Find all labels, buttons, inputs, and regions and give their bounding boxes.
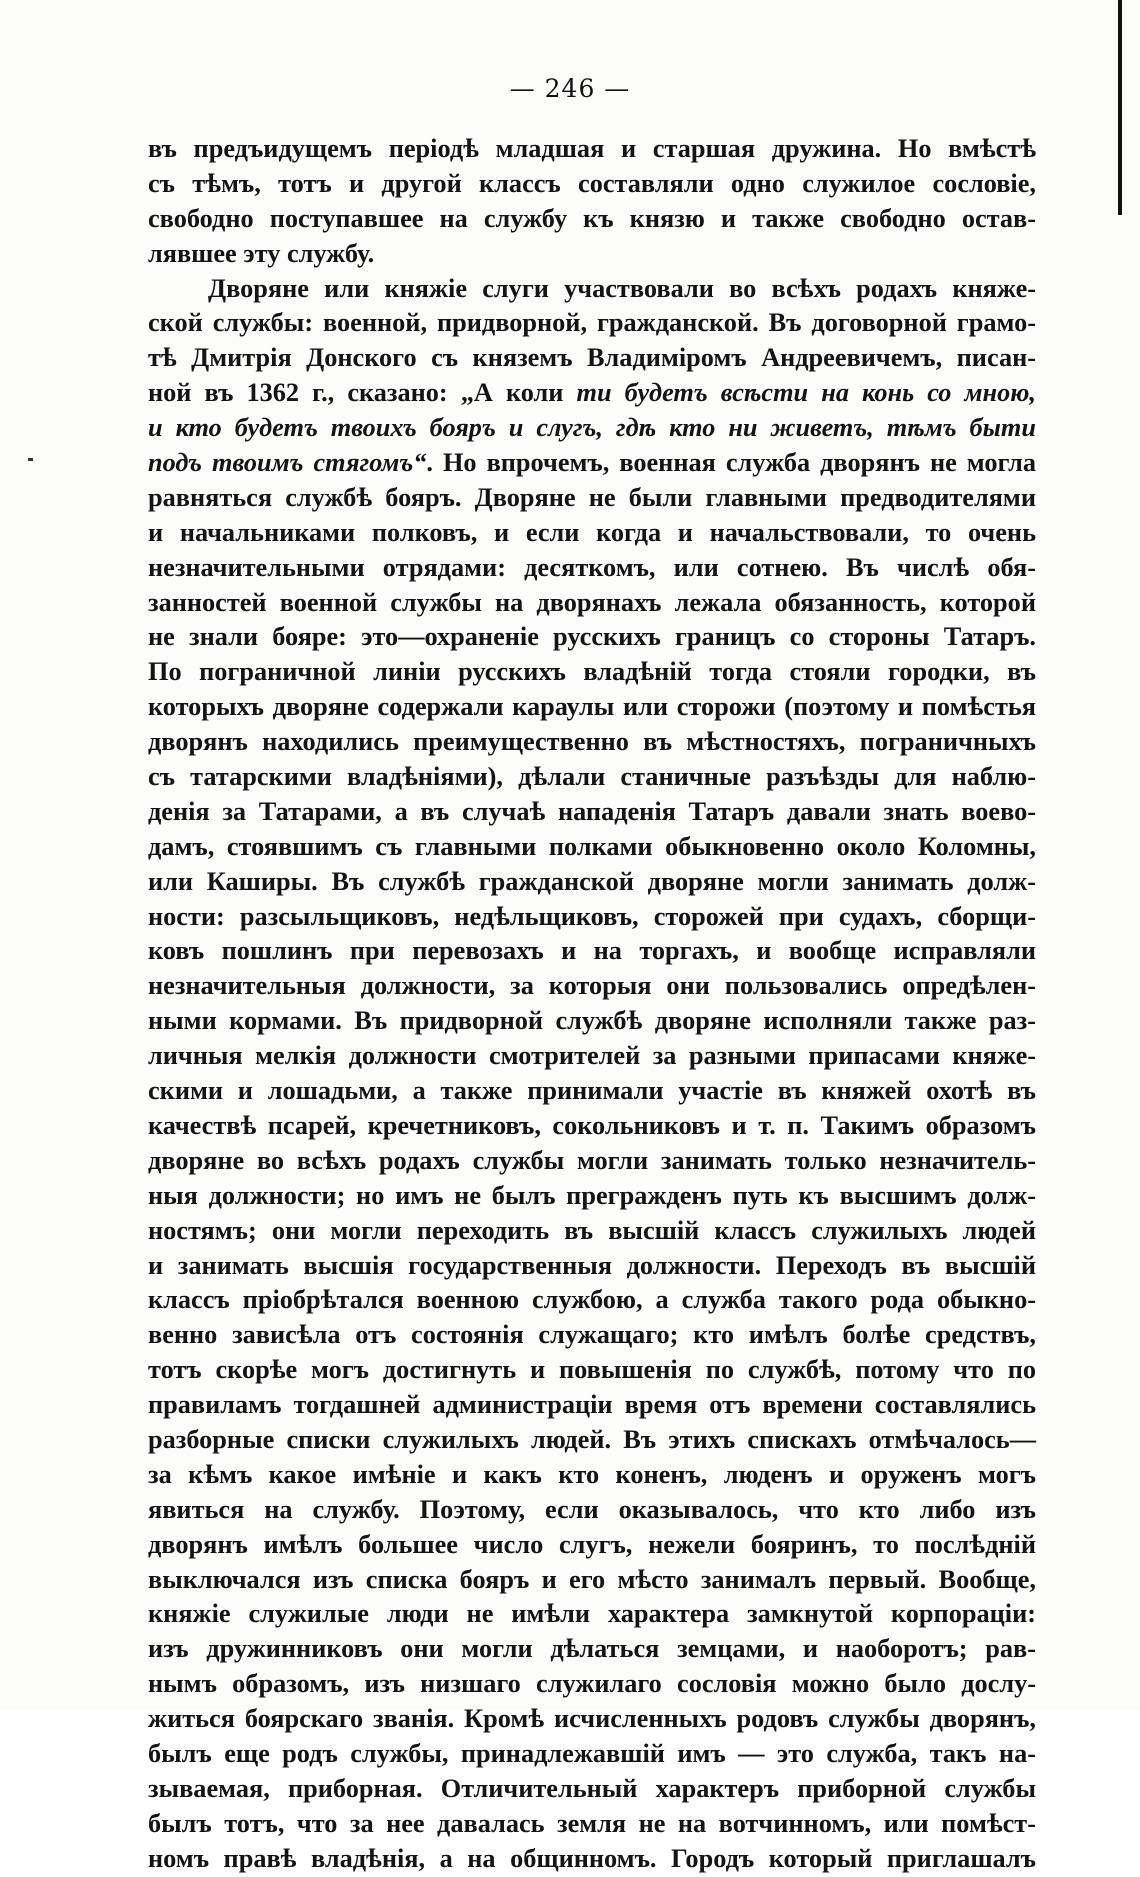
text-line: дворянъ находились преимущественно въ мѣстностяхъ, пограничныхъ (148, 727, 1036, 757)
text-line: изъ дружинниковъ они могли дѣлаться земцами, и наоборотъ; рав- (148, 1634, 1036, 1664)
text-line: явиться на службу. Поэтому, если оказывалось, что кто либо изъ (148, 1494, 1036, 1524)
text-line: незначительныя должности, за которыя они пользовались опредѣлен- (148, 971, 1036, 1001)
text-line: ныя должности; но имъ не былъ прегражденъ путь къ высшимъ долж- (148, 1180, 1036, 1210)
text-line: ности: разсыльщиковъ, недѣльщиковъ, сторожей при судахъ, сборщи- (148, 901, 1036, 931)
text-line: и начальниками полковъ, и если когда и начальствовали, то очень (148, 517, 1036, 547)
text-line: ковъ пошлинъ при перевозахъ и на торгахъ, и вообще исправляли (148, 936, 1036, 966)
text-line: княжіе служилые люди не имѣли характера замкнутой корпораціи: (148, 1599, 1036, 1629)
text-line: или Каширы. Въ службѣ гражданской дворяне могли занимать долж- (148, 866, 1036, 896)
quoted-charter-text: подъ твоимъ стягомъ“ (148, 448, 427, 478)
text-line: ными кормами. Въ придворной службѣ дворяне исполняли также раз- (148, 1006, 1036, 1036)
text-line: съ татарскими владѣніями), дѣлали станичные разъѣзды для наблю- (148, 762, 1036, 792)
text-line: подъ твоимъ стягомъ“. Но впрочемъ, военная служба дворянъ не могла (148, 448, 1036, 478)
text-line: и занимать высшія государственныя должности. Переходъ въ высшій (148, 1250, 1036, 1280)
text-line: ностямъ; они могли переходить въ высшій классъ служилыхъ людей (148, 1215, 1036, 1245)
text-line: занностей военной службы на дворянахъ лежала обязанность, которой (148, 587, 1036, 617)
text-line: былъ тотъ, что за нее давалась земля не на вотчинномъ, или помѣст- (148, 1808, 1036, 1838)
text-line: венно зависѣла отъ состоянія служащаго; кто имѣлъ болѣе средствъ, (148, 1320, 1036, 1350)
text-line: былъ еще родъ службы, принадлежавшій имъ — это служба, такъ на- (148, 1738, 1036, 1768)
text-line: По пограничной линіи русскихъ владѣній тогда стояли городки, въ (148, 657, 1036, 687)
text-line: денія за Татарами, а въ случаѣ нападенія Татаръ давали знать воево- (148, 796, 1036, 826)
text-line: ной въ 1362 г., сказано: „А коли ти будетъ всѣсти на конь со мною, (148, 378, 1036, 408)
text-line: не знали бояре: это—охраненіе русскихъ границъ со стороны Татаръ. (148, 622, 1036, 652)
text-line: которыхъ дворяне содержали караулы или сторожи (поэтому и помѣстья (148, 692, 1036, 722)
text-line: равняться службѣ бояръ. Дворяне не были главными предводителями (148, 482, 1036, 512)
quoted-charter-text: и кто будетъ твоихъ бояръ и слугъ, гдѣ кто ни живетъ, тѣмъ быти (148, 413, 1036, 443)
text-line: нымъ образомъ, изъ низшаго служилаго сословія можно было дослу- (148, 1669, 1036, 1699)
body-text (148, 132, 1036, 1877)
page-number: — 246 — (509, 74, 631, 103)
scan-speck (28, 458, 33, 461)
text-line: скими и лошадьми, а также принимали участіе въ княжей охотѣ въ (148, 1076, 1036, 1106)
text-line: Дворяне или княжіе слуги участвовали во всѣхъ родахъ княже- (208, 273, 1036, 303)
text-line: свободно поступавшее на службу къ князю и также свободно остав- (148, 203, 1036, 233)
text-line: дворянъ имѣлъ большее число слугъ, нежели бояринъ, то послѣдній (148, 1529, 1036, 1559)
text-line: съ тѣмъ, тотъ и другой классъ составляли одно служилое сословіе, (148, 168, 1036, 198)
text-line: лявшее эту службу. (148, 238, 375, 268)
text-line: незначительными отрядами: десяткомъ, или сотнею. Въ числѣ обя- (148, 552, 1036, 582)
text-line: личныя мелкія должности смотрителей за разными припасами княже- (148, 1041, 1036, 1071)
text-line (148, 411, 1036, 446)
text-line: тотъ скорѣе могъ достигнуть и повышенія по службѣ, потому что по (148, 1355, 1036, 1385)
text-line: выключался изъ списка бояръ и его мѣсто занималъ первый. Вообще, (148, 1564, 1036, 1594)
text-line: тѣ Дмитрія Донского съ княземъ Владиміромъ Андреевичемъ, писан- (148, 343, 1036, 373)
text-line: за кѣмъ какое имѣніе и какъ кто коненъ, люденъ и оруженъ могъ (148, 1459, 1036, 1489)
text-line: дамъ, стоявшимъ съ главными полками обыкновенно около Коломны, (148, 831, 1036, 861)
text-line: правиламъ тогдашней администраціи время отъ времени составлялись (148, 1390, 1036, 1420)
quoted-charter-text: ти будетъ всѣсти на конь со мною, (563, 378, 1036, 408)
text-line: житься боярскаго званія. Кромѣ исчисленныхъ родовъ службы дворянъ, (148, 1704, 1036, 1734)
text-line: въ предъидущемъ періодѣ младшая и старшая дружина. Но вмѣстѣ (148, 134, 1036, 163)
text-line: ской службы: военной, придворной, гражданской. Въ договорной грамо- (148, 308, 1036, 338)
text-line: номъ правѣ владѣнія, а на общинномъ. Городъ который приглашалъ (148, 1843, 1036, 1873)
page-edge-line (1118, 0, 1122, 215)
text-line: классъ пріобрѣтался военною службою, а служба такого рода обыкно- (148, 1285, 1036, 1315)
text-line: разборные списки служилыхъ людей. Въ этихъ спискахъ отмѣчалось— (148, 1424, 1036, 1454)
text-line: зываемая, приборная. Отличительный характеръ приборной службы (148, 1773, 1036, 1803)
text-line: качествѣ псарей, кречетниковъ, сокольниковъ и т. п. Такимъ образомъ (148, 1110, 1036, 1140)
text-line: дворяне во всѣхъ родахъ службы могли занимать только незначитель- (148, 1145, 1036, 1175)
